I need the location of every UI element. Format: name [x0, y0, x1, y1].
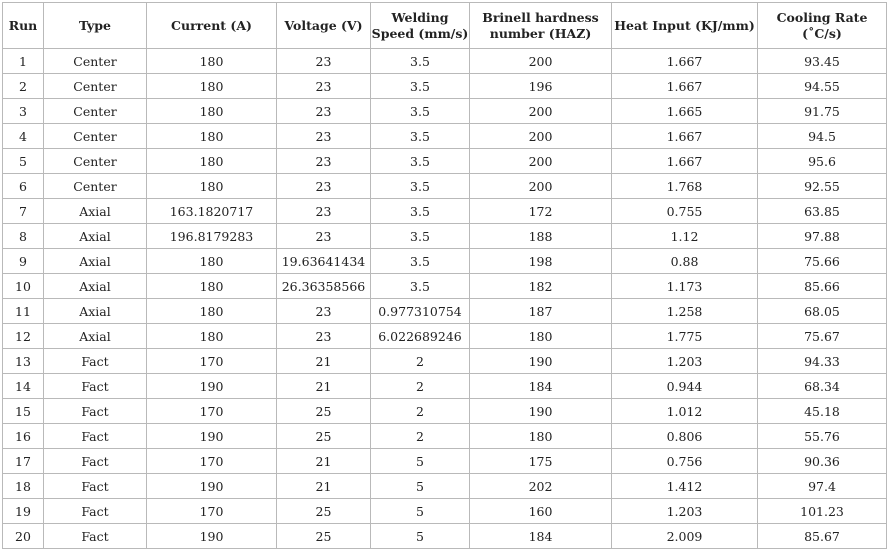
cell-cooling-rate: 75.66 — [758, 249, 887, 274]
cell-heat-input: 2.009 — [612, 524, 758, 549]
cell-type: Center — [44, 124, 147, 149]
cell-current: 190 — [147, 474, 277, 499]
table-row — [3, 499, 887, 524]
table-row — [3, 399, 887, 424]
cell-brinell-hardness: 172 — [470, 199, 612, 224]
cell-cooling-rate: 97.4 — [758, 474, 887, 499]
cell-cooling-rate: 68.34 — [758, 374, 887, 399]
cell-run: 3 — [3, 99, 44, 124]
table-row — [3, 199, 887, 224]
cell-run: 5 — [3, 149, 44, 174]
table-row — [3, 374, 887, 399]
cell-voltage: 23 — [277, 324, 371, 349]
cell-current: 190 — [147, 374, 277, 399]
cell-type: Center — [44, 49, 147, 74]
table-row — [3, 174, 887, 199]
cell-cooling-rate: 55.76 — [758, 424, 887, 449]
table-row — [3, 49, 887, 74]
cell-cooling-rate: 90.36 — [758, 449, 887, 474]
cell-voltage: 23 — [277, 49, 371, 74]
cell-welding-speed: 3.5 — [371, 249, 470, 274]
cell-cooling-rate: 75.67 — [758, 324, 887, 349]
cell-type: Fact — [44, 474, 147, 499]
header-brinell-hardness: Brinell hardness number (HAZ) — [470, 3, 612, 49]
cell-cooling-rate: 94.33 — [758, 349, 887, 374]
cell-heat-input: 1.667 — [612, 149, 758, 174]
cell-type: Axial — [44, 199, 147, 224]
cell-welding-speed: 5 — [371, 524, 470, 549]
cell-run: 12 — [3, 324, 44, 349]
cell-cooling-rate: 97.88 — [758, 224, 887, 249]
cell-brinell-hardness: 184 — [470, 524, 612, 549]
cell-voltage: 21 — [277, 449, 371, 474]
cell-cooling-rate: 91.75 — [758, 99, 887, 124]
header-welding-speed: Welding Speed (mm/s) — [371, 3, 470, 49]
cell-heat-input: 0.755 — [612, 199, 758, 224]
cell-heat-input: 1.667 — [612, 124, 758, 149]
cell-welding-speed: 3.5 — [371, 149, 470, 174]
cell-welding-speed: 3.5 — [371, 124, 470, 149]
header-current: Current (A) — [147, 3, 277, 49]
cell-welding-speed: 5 — [371, 449, 470, 474]
cell-type: Fact — [44, 349, 147, 374]
cell-heat-input: 1.012 — [612, 399, 758, 424]
cell-run: 18 — [3, 474, 44, 499]
cell-cooling-rate: 85.66 — [758, 274, 887, 299]
cell-welding-speed: 2 — [371, 424, 470, 449]
cell-heat-input: 1.667 — [612, 74, 758, 99]
cell-welding-speed: 2 — [371, 374, 470, 399]
cell-current: 170 — [147, 399, 277, 424]
cell-cooling-rate: 94.5 — [758, 124, 887, 149]
cell-brinell-hardness: 180 — [470, 424, 612, 449]
cell-current: 180 — [147, 324, 277, 349]
cell-voltage: 23 — [277, 174, 371, 199]
cell-voltage: 21 — [277, 349, 371, 374]
cell-current: 180 — [147, 174, 277, 199]
cell-voltage: 21 — [277, 474, 371, 499]
cell-heat-input: 1.667 — [612, 49, 758, 74]
cell-heat-input: 0.806 — [612, 424, 758, 449]
cell-heat-input: 1.173 — [612, 274, 758, 299]
cell-welding-speed: 3.5 — [371, 174, 470, 199]
cell-cooling-rate: 63.85 — [758, 199, 887, 224]
cell-type: Fact — [44, 424, 147, 449]
cell-current: 170 — [147, 449, 277, 474]
cell-cooling-rate: 95.6 — [758, 149, 887, 174]
cell-voltage: 21 — [277, 374, 371, 399]
cell-heat-input: 0.88 — [612, 249, 758, 274]
cell-type: Fact — [44, 499, 147, 524]
cell-heat-input: 0.756 — [612, 449, 758, 474]
header-heat-input: Heat Input (KJ/mm) — [612, 3, 758, 49]
cell-brinell-hardness: 160 — [470, 499, 612, 524]
cell-brinell-hardness: 198 — [470, 249, 612, 274]
cell-current: 180 — [147, 299, 277, 324]
cell-cooling-rate: 45.18 — [758, 399, 887, 424]
table-row — [3, 149, 887, 174]
table-row — [3, 124, 887, 149]
cell-heat-input: 1.12 — [612, 224, 758, 249]
cell-voltage: 23 — [277, 99, 371, 124]
cell-welding-speed: 3.5 — [371, 49, 470, 74]
cell-run: 14 — [3, 374, 44, 399]
cell-current: 190 — [147, 524, 277, 549]
cell-heat-input: 1.412 — [612, 474, 758, 499]
cell-voltage: 23 — [277, 74, 371, 99]
cell-run: 10 — [3, 274, 44, 299]
table-row — [3, 299, 887, 324]
cell-cooling-rate: 92.55 — [758, 174, 887, 199]
cell-voltage: 25 — [277, 524, 371, 549]
cell-type: Fact — [44, 524, 147, 549]
cell-welding-speed: 3.5 — [371, 224, 470, 249]
table-header — [3, 3, 887, 49]
cell-run: 8 — [3, 224, 44, 249]
cell-type: Axial — [44, 324, 147, 349]
cell-brinell-hardness: 182 — [470, 274, 612, 299]
cell-brinell-hardness: 180 — [470, 324, 612, 349]
cell-brinell-hardness: 175 — [470, 449, 612, 474]
cell-current: 180 — [147, 49, 277, 74]
cell-current: 180 — [147, 124, 277, 149]
cell-current: 196.8179283 — [147, 224, 277, 249]
cell-brinell-hardness: 200 — [470, 174, 612, 199]
cell-voltage: 23 — [277, 199, 371, 224]
cell-welding-speed: 3.5 — [371, 99, 470, 124]
cell-welding-speed: 5 — [371, 499, 470, 524]
cell-run: 6 — [3, 174, 44, 199]
table-row — [3, 324, 887, 349]
table-row — [3, 524, 887, 549]
cell-welding-speed: 3.5 — [371, 274, 470, 299]
cell-type: Fact — [44, 374, 147, 399]
cell-current: 170 — [147, 499, 277, 524]
cell-type: Axial — [44, 249, 147, 274]
cell-heat-input: 1.775 — [612, 324, 758, 349]
cell-type: Center — [44, 174, 147, 199]
cell-brinell-hardness: 196 — [470, 74, 612, 99]
table-row — [3, 274, 887, 299]
cell-cooling-rate: 94.55 — [758, 74, 887, 99]
cell-type: Fact — [44, 399, 147, 424]
cell-current: 180 — [147, 149, 277, 174]
cell-heat-input: 1.258 — [612, 299, 758, 324]
cell-cooling-rate: 85.67 — [758, 524, 887, 549]
cell-heat-input: 0.944 — [612, 374, 758, 399]
cell-brinell-hardness: 202 — [470, 474, 612, 499]
cell-heat-input: 1.768 — [612, 174, 758, 199]
cell-voltage: 25 — [277, 499, 371, 524]
cell-voltage: 23 — [277, 149, 371, 174]
cell-run: 13 — [3, 349, 44, 374]
cell-heat-input: 1.665 — [612, 99, 758, 124]
cell-current: 180 — [147, 274, 277, 299]
cell-voltage: 23 — [277, 299, 371, 324]
cell-cooling-rate: 101.23 — [758, 499, 887, 524]
cell-type: Center — [44, 149, 147, 174]
table-row — [3, 74, 887, 99]
cell-current: 180 — [147, 99, 277, 124]
cell-type: Axial — [44, 274, 147, 299]
cell-type: Center — [44, 74, 147, 99]
cell-brinell-hardness: 184 — [470, 374, 612, 399]
cell-run: 17 — [3, 449, 44, 474]
cell-type: Center — [44, 99, 147, 124]
cell-current: 190 — [147, 424, 277, 449]
cell-current: 163.1820717 — [147, 199, 277, 224]
cell-brinell-hardness: 200 — [470, 49, 612, 74]
cell-heat-input: 1.203 — [612, 499, 758, 524]
table-row — [3, 449, 887, 474]
cell-current: 180 — [147, 249, 277, 274]
cell-brinell-hardness: 200 — [470, 149, 612, 174]
table-row — [3, 424, 887, 449]
cell-type: Axial — [44, 299, 147, 324]
cell-type: Fact — [44, 449, 147, 474]
cell-cooling-rate: 68.05 — [758, 299, 887, 324]
cell-welding-speed: 0.977310754 — [371, 299, 470, 324]
table-row — [3, 474, 887, 499]
cell-voltage: 26.36358566 — [277, 274, 371, 299]
cell-run: 1 — [3, 49, 44, 74]
cell-run: 4 — [3, 124, 44, 149]
table-row — [3, 249, 887, 274]
cell-voltage: 25 — [277, 399, 371, 424]
cell-run: 7 — [3, 199, 44, 224]
table-row — [3, 224, 887, 249]
header-voltage: Voltage (V) — [277, 3, 371, 49]
cell-brinell-hardness: 200 — [470, 99, 612, 124]
cell-brinell-hardness: 200 — [470, 124, 612, 149]
cell-run: 11 — [3, 299, 44, 324]
header-run: Run — [3, 3, 44, 49]
cell-brinell-hardness: 190 — [470, 349, 612, 374]
header-row — [3, 3, 887, 49]
cell-run: 9 — [3, 249, 44, 274]
data-table — [2, 2, 887, 549]
table-row — [3, 99, 887, 124]
cell-brinell-hardness: 187 — [470, 299, 612, 324]
cell-current: 180 — [147, 74, 277, 99]
cell-voltage: 23 — [277, 124, 371, 149]
cell-cooling-rate: 93.45 — [758, 49, 887, 74]
cell-voltage: 23 — [277, 224, 371, 249]
cell-welding-speed: 3.5 — [371, 199, 470, 224]
cell-run: 19 — [3, 499, 44, 524]
cell-run: 15 — [3, 399, 44, 424]
cell-type: Axial — [44, 224, 147, 249]
header-cooling-rate: Cooling Rate (˚C/s) — [758, 3, 887, 49]
cell-brinell-hardness: 188 — [470, 224, 612, 249]
cell-welding-speed: 5 — [371, 474, 470, 499]
cell-welding-speed: 3.5 — [371, 74, 470, 99]
cell-welding-speed: 6.022689246 — [371, 324, 470, 349]
header-type: Type — [44, 3, 147, 49]
cell-heat-input: 1.203 — [612, 349, 758, 374]
cell-current: 170 — [147, 349, 277, 374]
cell-voltage: 19.63641434 — [277, 249, 371, 274]
cell-welding-speed: 2 — [371, 399, 470, 424]
cell-run: 2 — [3, 74, 44, 99]
cell-run: 20 — [3, 524, 44, 549]
cell-run: 16 — [3, 424, 44, 449]
cell-welding-speed: 2 — [371, 349, 470, 374]
table-row — [3, 349, 887, 374]
cell-voltage: 25 — [277, 424, 371, 449]
cell-brinell-hardness: 190 — [470, 399, 612, 424]
table-body — [3, 49, 887, 549]
